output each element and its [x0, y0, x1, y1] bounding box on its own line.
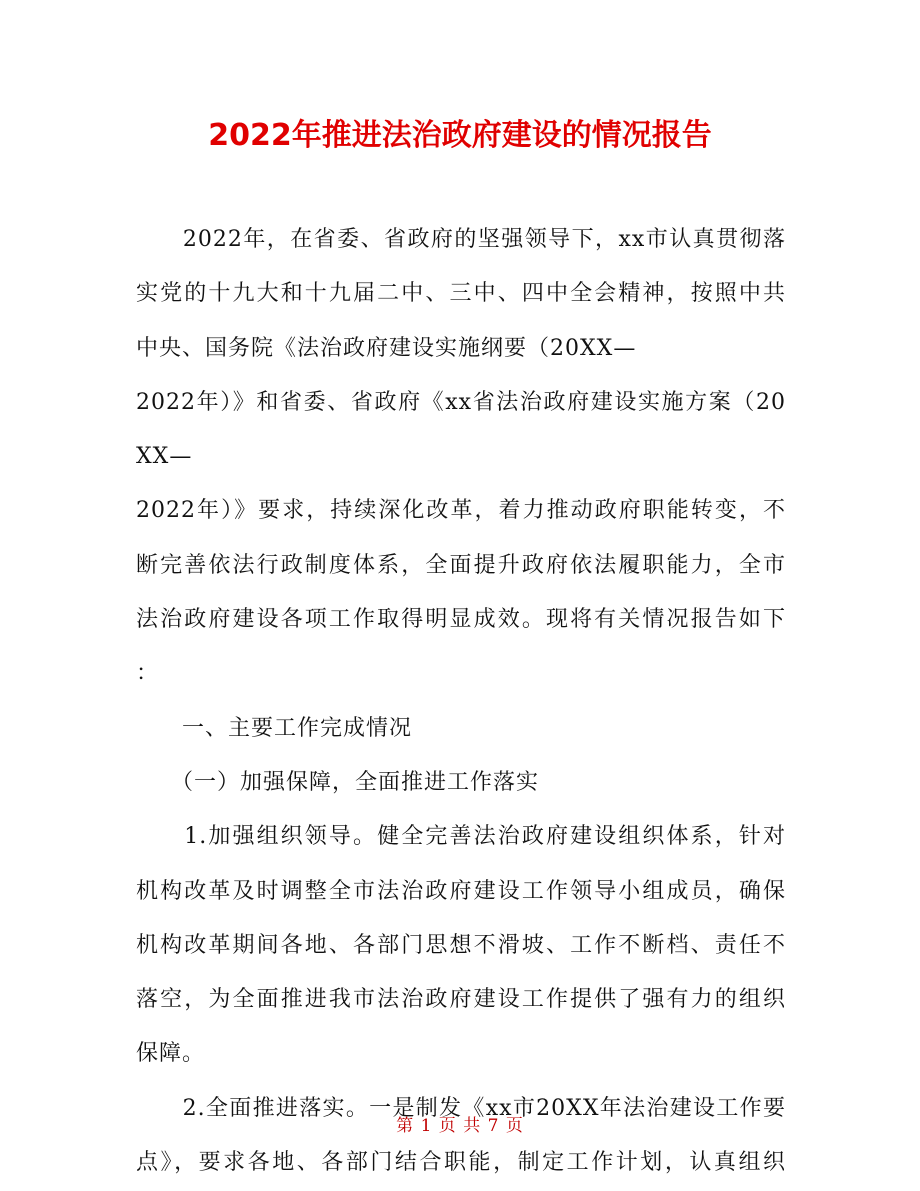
body-line: 落空，为全面推进我市法治政府建设工作提供了强有力的组织: [136, 987, 786, 1013]
body-line: 机构改革及时调整全市法治政府建设工作领导小组成员，确保: [136, 878, 786, 904]
body-line: 机构改革期间各地、各部门思想不滑坡、工作不断档、责任不: [136, 932, 786, 958]
body-line: 1.加强组织领导。健全完善法治政府建设组织体系，针对: [136, 824, 786, 850]
body-line: 2.全面推进落实。一是制发《xx市20XX年法治建设工作要: [136, 1095, 786, 1121]
body-line: 点》，要求各地、各部门结合职能，制定工作计划，认真组织: [136, 1150, 786, 1176]
body-line: 2022年，在省委、省政府的坚强领导下，xx市认真贯彻落: [136, 227, 786, 252]
body-line: 2022年）》要求，持续深化改革，着力推动政府职能转变，不: [136, 498, 786, 524]
body-line: XX—: [136, 444, 193, 470]
page-footer: 第 1 页 共 7 页: [396, 1116, 524, 1136]
body-line: 保障。: [136, 1041, 206, 1067]
section-heading: 一、主要工作完成情况: [136, 715, 413, 741]
page-title: 2022年推进法治政府建设的情况报告: [208, 118, 712, 153]
subsection-heading: （一）加强保障，全面推进工作落实: [136, 769, 540, 795]
body-line: 中央、国务院《法治政府建设实施纲要（20XX—: [136, 335, 637, 361]
body-line: 2022年）》和省委、省政府《xx省法治政府建设实施方案（20: [136, 389, 786, 415]
body-line: 实党的十九大和十九届二中、三中、四中全会精神，按照中共: [136, 281, 786, 307]
body-line: 法治政府建设各项工作取得明显成效。现将有关情况报告如下: [136, 607, 786, 633]
document-body: [136, 213, 786, 1190]
body-line: ：: [136, 661, 160, 687]
body-line: 断完善依法行政制度体系，全面提升政府依法履职能力，全市: [136, 552, 786, 578]
